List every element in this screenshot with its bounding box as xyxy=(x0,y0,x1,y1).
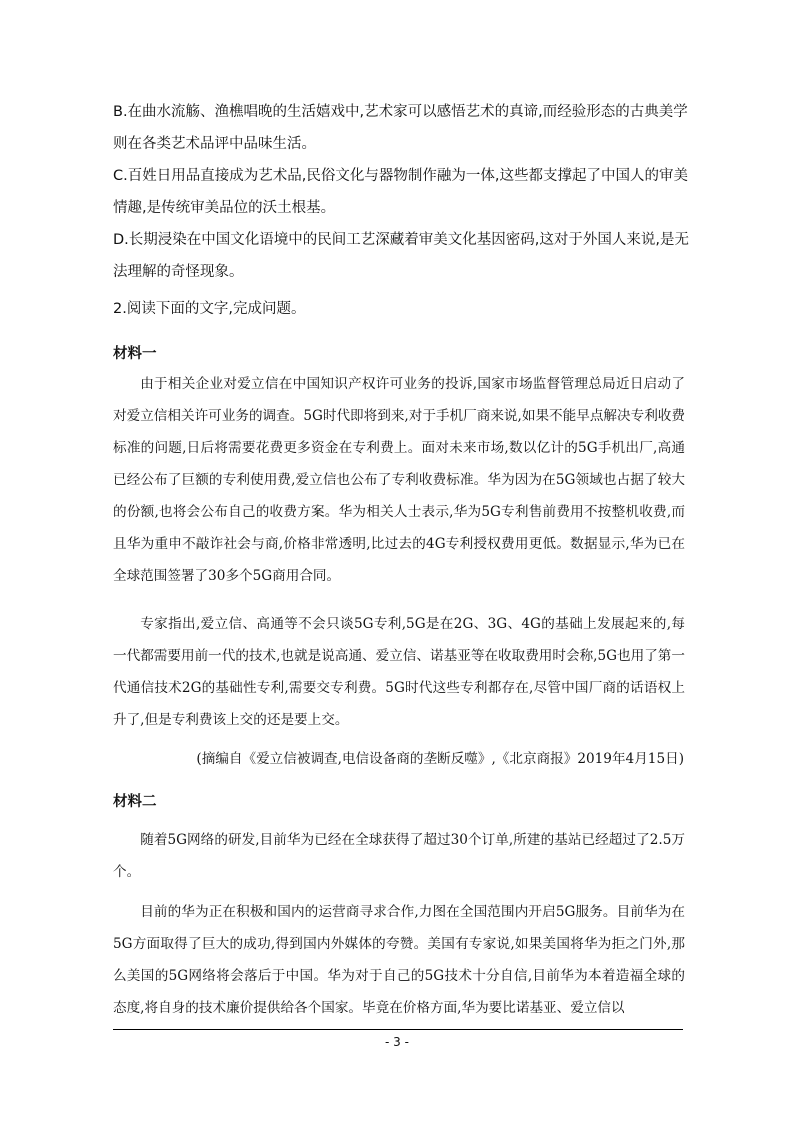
material-1-paragraph-2: 专家指出,爱立信、高通等不会只谈5G专利,5G是在2G、3G、4G的基础上发展起来的,每一代都需要用前一代的技术,也就是说高通、爱立信、诺基亚等在收取费用时会称,5G也用了第一代通信技术2G的基础性专利,需要交专利费。5G时代这些专利都存在,尽管中国厂商的话语权上升了,但是专利费该上交的还是要上交。 xyxy=(113,616,685,728)
material-1-source: (摘编自《爱立信被调查,电信设备商的垄断反噬》,《北京商报》2019年4月15日) xyxy=(196,751,684,767)
material-2-paragraph-2: 目前的华为正在积极和国内的运营商寻求合作,力图在全国范围内开启5G服务。目前华为在5G方面取得了巨大的成功,得到国内外媒体的夸赞。美国有专家说,如果美国将华为拒之门外,那么美国的5G网络将会落后于中国。华为对于自己的5G技术十分自信,目前华为本着造福全球的态度,将自身的技术廉价提供给各个国家。毕竟在价格方面,华为要比诺基亚、爱立信以 xyxy=(113,904,685,1016)
question-2-prompt: 2.阅读下面的文字,完成问题。 xyxy=(113,301,306,317)
footer-divider xyxy=(113,1029,683,1030)
material-2-heading: 材料二 xyxy=(113,794,157,810)
material-2-paragraph-1: 随着5G网络的研发,目前华为已经在全球获得了超过30个订单,所建的基站已经超过了2.5万个。 xyxy=(113,832,685,880)
page-number: - 3 - xyxy=(385,1035,409,1049)
material-1-heading: 材料一 xyxy=(113,346,157,362)
option-d: D.长期浸染在中国文化语境中的民间工艺深藏着审美文化基因密码,这对于外国人来说,是无法理解的奇怪现象。 xyxy=(113,232,689,280)
option-b: B.在曲水流觞、渔樵唱晚的生活嬉戏中,艺术家可以感悟艺术的真谛,而经验形态的古典美学则在各类艺术品评中品味生活。 xyxy=(113,104,688,152)
material-1-paragraph-1: 由于相关企业对爱立信在中国知识产权许可业务的投诉,国家市场监督管理总局近日启动了对爱立信相关许可业务的调查。5G时代即将到来,对于手机厂商来说,如果不能早点解决专利收费标准的问题,日后将需要花费更多资金在专利费上。面对未来市场,数以亿计的5G手机出厂,高通已经公布了巨额的专利使用费,爱立信也公布了专利收费标准。华为因为在5G领域也占据了较大的份额,也将会公布自己的收费方案。华为相关人士表示,华为5G专利售前费用不按整机收费,而且华为重申不敲诈社会与商,价格非常透明,比过去的4G专利授权费用更低。数据显示,华为已在全球范围签署了30多个5G商用合同。 xyxy=(113,376,685,584)
option-c: C.百姓日用品直接成为艺术品,民俗文化与器物制作融为一体,这些都支撑起了中国人的审美情趣,是传统审美品位的沃土根基。 xyxy=(113,168,688,216)
